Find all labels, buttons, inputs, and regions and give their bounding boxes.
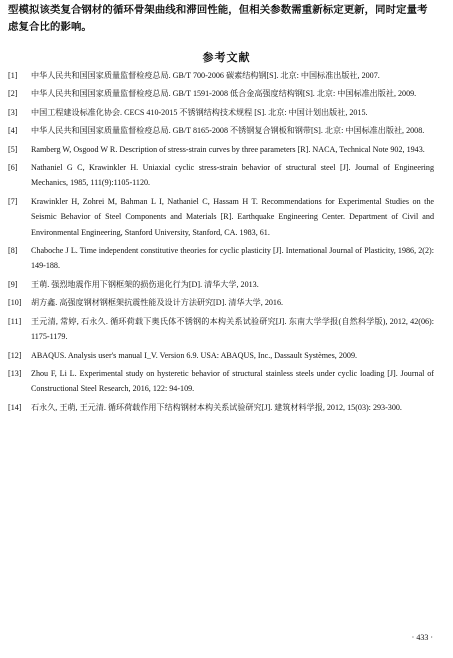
reference-item-11 xyxy=(8,314,434,345)
reference-text: Krawinkler H, Zohrei M, Bahman L I, Nathaniel C, Hassam H T. Recommendations for Experimental Studies on the Seismic Behavior of Steel Components and Materials [R]. Earthquake Engineering Center. Department of Civil and Environmental Engineering, Stanford University, Stanford, CA. 1983, 61. xyxy=(31,196,434,237)
reference-number: [7] xyxy=(8,196,18,206)
reference-item-4 xyxy=(8,123,434,138)
reference-number: [1] xyxy=(8,71,18,80)
reference-text: 中华人民共和国国家质量监督检疫总局. GB/T 8165-2008 不锈钢复合钢板和钢带[S]. 北京: 中国标准出版社, 2008. xyxy=(31,126,425,136)
reference-text: Chaboche J L. Time independent constitutive theories for cyclic plasticity [J]. International Journal of Plasticity, 1986, 2(2): 149-188. xyxy=(31,246,434,271)
reference-text: Zhou F, Li L. Experimental study on hysteretic behavior of structural stainless steels under cyclic loading [J]. Journal of Constructional Steel Research, 2016, 122: 94-109. xyxy=(31,368,434,394)
reference-number: [5] xyxy=(8,144,18,154)
reference-item-5 xyxy=(8,142,434,157)
reference-item-13 xyxy=(8,366,434,397)
reference-number: [11] xyxy=(8,316,22,326)
page-number: · 433 · xyxy=(411,633,433,642)
reference-text: ABAQUS. Analysis user's manual I_V. Version 6.9. USA: ABAQUS, Inc., Dassault Systèmes, 2009. xyxy=(31,350,358,360)
reference-text: 王元清, 常婷, 石永久. 循环荷载下奥氏体不锈钢的本构关系试验研究[J]. 东南大学学报(自然科学版), 2012, 42(06): 1175-1179. xyxy=(31,316,434,342)
reference-number: [13] xyxy=(8,368,22,378)
reference-item-9 xyxy=(8,277,434,292)
reference-item-2 xyxy=(8,86,434,101)
reference-item-6 xyxy=(8,160,434,191)
reference-number: [4] xyxy=(8,126,18,136)
reference-item-12 xyxy=(8,348,434,363)
reference-text: 中华人民共和国国家质量监督检疫总局. GB/T 1591-2008 低合金高强度结构钢[S]. 北京: 中国标准出版社, 2009. xyxy=(31,89,417,99)
reference-text: 胡方鑫. 高强度钢材钢框架抗震性能及设计方法研究[D]. 清华大学, 2016. xyxy=(31,298,284,308)
reference-number: [9] xyxy=(8,279,18,289)
reference-text: 中华人民共和国国家质量监督检疫总局. GB/T 700-2006 碳素结构钢[S]. 北京: 中国标准出版社, 2007. xyxy=(31,71,380,80)
reference-item-3 xyxy=(8,105,434,120)
reference-number: [3] xyxy=(8,107,18,117)
reference-number: [10] xyxy=(8,298,22,308)
reference-item-10 xyxy=(8,295,434,310)
reference-item-7 xyxy=(8,194,434,240)
reference-text: 王萌. 强烈地震作用下钢框架的损伤退化行为[D]. 清华大学, 2013. xyxy=(31,279,259,289)
reference-text: 中国工程建设标准化协会. CECS 410-2015 不锈钢结构技术规程 [S]. 北京: 中国计划出版社, 2015. xyxy=(31,107,368,117)
reference-number: [6] xyxy=(8,163,18,173)
reference-number: [14] xyxy=(8,402,22,412)
reference-number: [2] xyxy=(8,89,18,99)
reference-item-8 xyxy=(8,243,434,274)
references-heading: 参考文献 xyxy=(202,52,251,64)
reference-item-1 xyxy=(8,68,434,83)
intro-paragraph: 型模拟该类复合钢材的循环骨架曲线和滞回性能，但相关参数需重新标定更新，同时定量考虑复合比的影响。 xyxy=(8,5,428,33)
reference-number: [8] xyxy=(8,246,18,256)
reference-text: Nathaniel G C, Krawinkler H. Uniaxial cyclic stress-strain behavior of structural steel [J]. Journal of Engineering Mechanics, 1985, 111(9):1105-1120. xyxy=(31,163,434,188)
reference-text: Ramberg W, Osgood W R. Description of stress-strain curves by three parameters [R]. NACA, Technical Note 902, 1943. xyxy=(31,144,425,154)
reference-number: [12] xyxy=(8,350,22,360)
reference-list xyxy=(8,68,434,418)
reference-text: 石永久, 王萌, 王元清. 循环荷载作用下结构钢材本构关系试验研究[J]. 建筑材料学报, 2012, 15(03): 293-300. xyxy=(31,402,402,412)
reference-item-14 xyxy=(8,400,434,415)
